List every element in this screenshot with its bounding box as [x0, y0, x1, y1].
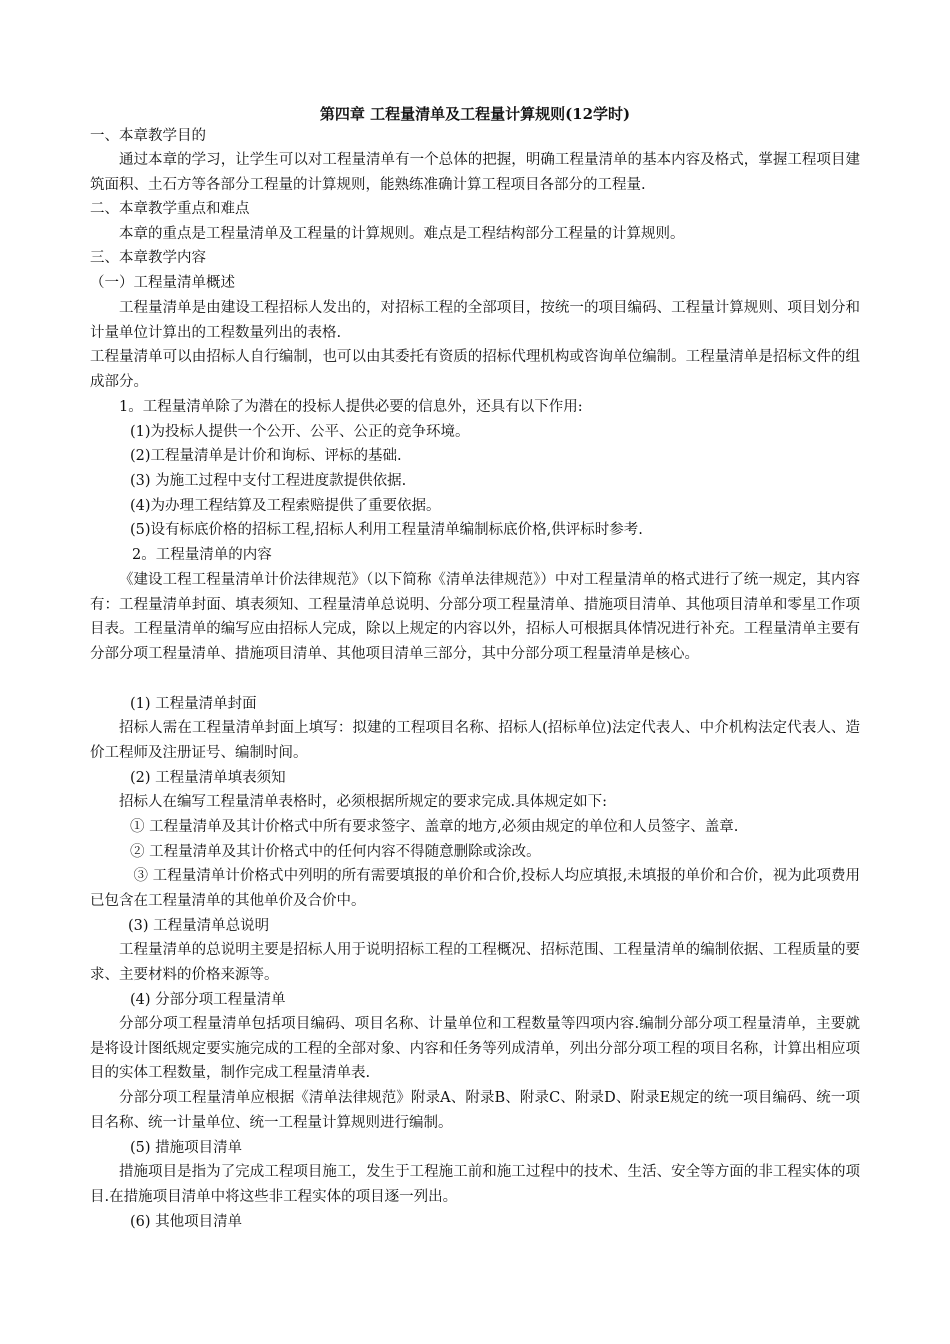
paragraph: 分部分项工程量清单包括项目编码、项目名称、计量单位和工程数量等四项内容.编制分部分项工程量清单，主要就是将设计图纸规定要实施完成的工程的全部对象、内容和任务等列成清单，列出分部分项工程的项目名称，计算出相应项目的实体工程数量，制作完成工程量清单表. — [90, 1016, 860, 1081]
chapter-title: 第四章 工程量清单及工程量计算规则(12学时) — [319, 105, 631, 123]
list-item: (4)为办理工程结算及工程索赔提供了重要依据。 — [130, 498, 441, 514]
list-item: (3) 为施工过程中支付工程进度款提供依据. — [130, 473, 407, 489]
paragraph: 工程量清单是由建设工程招标人发出的，对招标工程的全部项目，按统一的项目编码、工程量计算规则、项目划分和计量单位计算出的工程数量列出的表格. — [90, 300, 860, 341]
paragraph: 工程量清单的总说明主要是招标人用于说明招标工程的工程概况、招标范围、工程量清单的编制依据、工程质量的要求、主要材料的价格来源等。 — [90, 942, 860, 983]
list-item: (5)设有标底价格的招标工程,招标人利用工程量清单编制标底价格,供评标时参考. — [130, 522, 643, 538]
subsection-heading: (1) 工程量清单封面 — [130, 696, 257, 712]
subsection-heading: (4) 分部分项工程量清单 — [130, 992, 286, 1008]
paragraph: 《建设工程工程量清单计价法律规范》（以下简称《清单法律规范》）中对工程量清单的格式进行了统一规定，其内容有：工程量清单封面、填表须知、工程量清单总说明、分部分项工程量清单、措施项目清单、其他项目清单和零星工作项目表。工程量清单的编写应由招标人完成，除以上规定的内容以外，招标人可根据具体情况进行补充。工程量清单主要有分部分项工程量清单、措施项目清单、其他项目清单三部分，其中分部分项工程量清单是核心。 — [90, 572, 860, 662]
paragraph: 工程量清单可以由招标人自行编制，也可以由其委托有资质的招标代理机构或咨询单位编制。工程量清单是招标文件的组成部分。 — [90, 349, 860, 390]
section-heading: 三、本章教学内容 — [90, 250, 206, 266]
paragraph: 招标人需在工程量清单封面上填写：拟建的工程项目名称、招标人(招标单位)法定代表人、中介机构法定代表人、造价工程师及注册证号、编制时间。 — [90, 720, 860, 761]
paragraph: 通过本章的学习，让学生可以对工程量清单有一个总体的把握，明确工程量清单的基本内容及格式，掌握工程项目建筑面积、土石方等各部分工程量的计算规则，能熟练准确计算工程项目各部分的工程量. — [90, 152, 860, 193]
subsection-heading: (5) 措施项目清单 — [130, 1140, 243, 1156]
paragraph: 本章的重点是工程量清单及工程量的计算规则。难点是工程结构部分工程量的计算规则。 — [119, 226, 685, 242]
list-heading: 1。工程量清单除了为潜在的投标人提供必要的信息外，还具有以下作用: — [119, 399, 583, 415]
subsection-heading: (3) 工程量清单总说明 — [128, 918, 270, 934]
list-heading: 2。工程量清单的内容 — [132, 547, 272, 563]
list-item: (1)为投标人提供一个公开、公平、公正的竞争环境。 — [130, 424, 470, 440]
paragraph: 分部分项工程量清单应根据《清单法律规范》附录A、附录B、附录C、附录D、附录E规定的统一项目编码、统一项目名称、统一计量单位、统一工程量计算规则进行编制。 — [90, 1090, 860, 1131]
list-item: ① 工程量清单及其计价格式中所有要求签字、盖章的地方,必须由规定的单位和人员签字、盖章. — [130, 819, 739, 835]
paragraph: 招标人在编写工程量清单表格时，必须根据所规定的要求完成.具体规定如下: — [119, 794, 607, 810]
subsection-heading: (6) 其他项目清单 — [130, 1214, 243, 1230]
subsection-heading: (2) 工程量清单填表须知 — [130, 770, 286, 786]
paragraph: 措施项目是指为了完成工程项目施工，发生于工程施工前和施工过程中的技术、生活、安全等方面的非工程实体的项目.在措施项目清单中将这些非工程实体的项目逐一列出。 — [90, 1164, 860, 1205]
list-item: ③ 工程量清单计价格式中列明的所有需要填报的单价和合价,投标人均应填报,未填报的单价和合价，视为此项费用已包含在工程量清单的其他单价及合价中。 — [90, 868, 860, 909]
list-item: ② 工程量清单及其计价格式中的任何内容不得随意删除或涂改。 — [130, 844, 541, 860]
section-heading: 一、本章教学目的 — [90, 128, 206, 144]
section-heading: 二、本章教学重点和难点 — [90, 201, 250, 217]
list-item: (2)工程量清单是计价和询标、评标的基础. — [130, 448, 402, 464]
subsection-heading: （一）工程量清单概述 — [90, 275, 235, 291]
